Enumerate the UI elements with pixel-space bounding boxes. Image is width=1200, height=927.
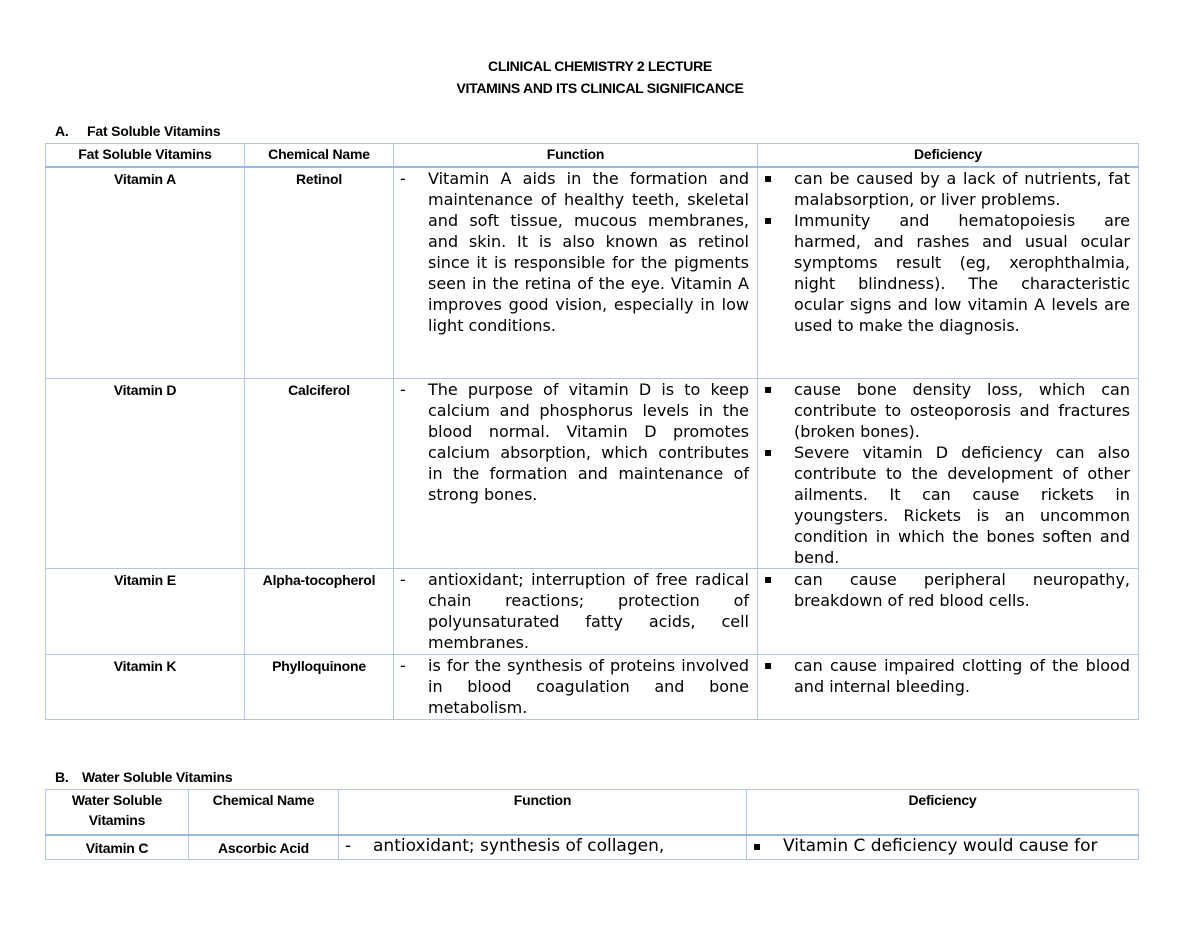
- column-header-vitamin: Water Soluble Vitamins: [46, 790, 189, 836]
- function-text: is for the synthesis of proteins involved in blood coagulation and bone metabolism.: [428, 655, 749, 717]
- section-b-heading: [55, 769, 232, 785]
- column-header-chemical: Chemical Name: [245, 144, 394, 168]
- bullet-marker: ▪: [764, 171, 773, 185]
- fat-soluble-vitamins-table: [45, 143, 1139, 720]
- function-item: [394, 168, 757, 336]
- dash-marker: -: [400, 569, 406, 589]
- section-b-title: Water Soluble Vitamins: [82, 769, 233, 785]
- chemical-name: Retinol: [245, 167, 394, 378]
- function-cell: [394, 654, 758, 719]
- table-header-row: [46, 144, 1139, 168]
- deficiency-item: [758, 168, 1138, 210]
- column-header-deficiency: Deficiency: [747, 790, 1139, 836]
- deficiency-item: [758, 569, 1138, 611]
- deficiency-text: Vitamin C deficiency would cause for: [783, 836, 1098, 856]
- section-a-letter: A.: [55, 123, 69, 139]
- function-text: Vitamin A aids in the formation and maintenance of healthy teeth, skeletal and soft tissue, mucous membranes, and skin. It is also known as retinol since it is responsible for the pigments seen in the retina of the eye. Vitamin A improves good vision, especially in low light conditions.: [428, 169, 749, 335]
- chemical-name: Calciferol: [245, 378, 394, 568]
- function-cell: [394, 378, 758, 568]
- deficiency-item: [758, 655, 1138, 697]
- dash-marker: -: [345, 836, 352, 856]
- water-soluble-vitamins-table: [45, 789, 1139, 860]
- section-b-letter: B.: [55, 769, 69, 785]
- table-row: [46, 568, 1139, 654]
- bullet-marker: ▪: [764, 444, 773, 459]
- deficiency-text: Severe vitamin D deficiency can also contribute to the development of other ailments. It can cause rickets in youngsters. Rickets is an uncommon condition in which the bones soften and bend.: [794, 442, 1130, 567]
- function-item: [394, 569, 757, 653]
- deficiency-cell: [758, 654, 1139, 719]
- deficiency-text: Immunity and hematopoiesis are harmed, and rashes and usual ocular symptoms result (eg, xerophthalmia, night blindness). The characteristic ocular signs and low vitamin A levels are used to make the diagnosis.: [794, 211, 1130, 335]
- table-row: [46, 378, 1139, 568]
- title-line-1: CLINICAL CHEMISTRY 2 LECTURE: [488, 58, 712, 74]
- function-cell: [394, 568, 758, 654]
- deficiency-item: [758, 442, 1138, 568]
- document-title: [0, 55, 1200, 99]
- vitamin-name: Vitamin E: [46, 568, 245, 654]
- column-header-deficiency: Deficiency: [758, 144, 1139, 168]
- vitamin-name: Vitamin C: [46, 835, 189, 859]
- vitamin-name: Vitamin D: [46, 378, 245, 568]
- column-header-chemical: Chemical Name: [189, 790, 339, 836]
- deficiency-cell: [758, 378, 1139, 568]
- bullet-marker: ▪: [764, 213, 773, 227]
- bullet-marker: ▪: [753, 839, 762, 853]
- function-cell: [339, 835, 747, 859]
- table-row: [46, 835, 1139, 859]
- bullet-marker: ▪: [764, 657, 773, 672]
- section-a-heading: [55, 123, 220, 139]
- function-text: antioxidant; synthesis of collagen,: [373, 836, 665, 856]
- dash-marker: -: [400, 655, 406, 675]
- function-cell: [394, 167, 758, 378]
- deficiency-cell: [747, 835, 1139, 859]
- bullet-marker: ▪: [764, 571, 773, 586]
- title-line-2: VITAMINS AND ITS CLINICAL SIGNIFICANCE: [456, 80, 744, 96]
- deficiency-item: [747, 836, 1138, 857]
- function-text: antioxidant; interruption of free radical chain reactions; protection of polyunsaturated fatty acids, cell membranes.: [428, 569, 749, 652]
- chemical-name: Alpha-tocopherol: [245, 568, 394, 654]
- deficiency-text: can cause impaired clotting of the blood and internal bleeding.: [794, 655, 1130, 696]
- deficiency-item: [758, 379, 1138, 442]
- column-header-vitamin: Fat Soluble Vitamins: [46, 144, 245, 168]
- deficiency-cell: [758, 568, 1139, 654]
- table-header-row: [46, 790, 1139, 836]
- function-item: [339, 836, 746, 857]
- vitamin-name: Vitamin A: [46, 167, 245, 378]
- function-text: The purpose of vitamin D is to keep calcium and phosphorus levels in the blood normal. Vitamin D promotes calcium absorption, which contributes in the formation and maintenance of strong bones.: [428, 379, 749, 504]
- dash-marker: -: [400, 379, 406, 399]
- deficiency-text: cause bone density loss, which can contribute to osteoporosis and fractures (broken bones).: [794, 379, 1130, 441]
- vitamin-name: Vitamin K: [46, 654, 245, 719]
- chemical-name: Phylloquinone: [245, 654, 394, 719]
- function-item: [394, 655, 757, 718]
- deficiency-text: can cause peripheral neuropathy, breakdown of red blood cells.: [794, 569, 1130, 610]
- column-header-function: Function: [394, 144, 758, 168]
- deficiency-item: [758, 210, 1138, 336]
- chemical-name: Ascorbic Acid: [189, 835, 339, 859]
- deficiency-text: can be caused by a lack of nutrients, fat malabsorption, or liver problems.: [794, 169, 1130, 209]
- deficiency-cell: [758, 167, 1139, 378]
- table-row: [46, 654, 1139, 719]
- function-item: [394, 379, 757, 505]
- section-a-title: Fat Soluble Vitamins: [87, 123, 221, 139]
- dash-marker: -: [400, 169, 406, 188]
- table-row: [46, 167, 1139, 378]
- bullet-marker: ▪: [764, 381, 773, 396]
- column-header-function: Function: [339, 790, 747, 836]
